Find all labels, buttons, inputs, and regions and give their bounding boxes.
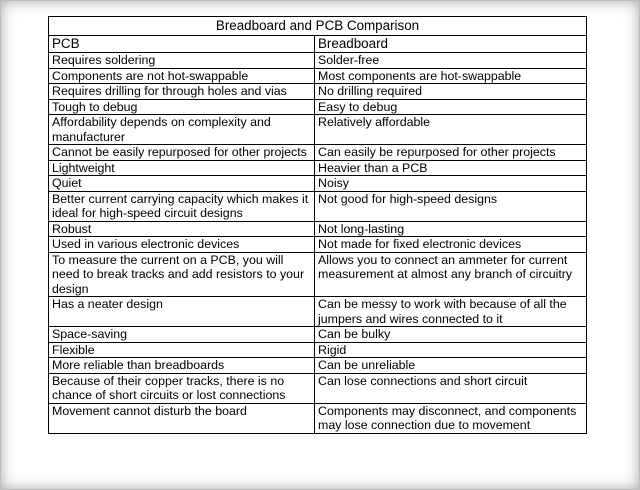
pcb-cell: Cannot be easily repurposed for other projects [49, 145, 315, 161]
table-row [49, 237, 587, 253]
pcb-cell: Flexible [49, 342, 315, 358]
breadboard-cell: Noisy [315, 176, 587, 192]
breadboard-cell: Relatively affordable [315, 115, 587, 145]
breadboard-cell: Most components are hot-swappable [315, 68, 587, 84]
pcb-cell: Requires soldering [49, 53, 315, 69]
pcb-cell: Tough to debug [49, 99, 315, 115]
pcb-cell: Because of their copper tracks, there is no chance of short circuits or lost connections [49, 373, 315, 403]
pcb-cell: Space-saving [49, 327, 315, 343]
breadboard-cell: Easy to debug [315, 99, 587, 115]
pcb-cell: Requires drilling for through holes and vias [49, 84, 315, 100]
breadboard-cell: Can lose connections and short circuit [315, 373, 587, 403]
table-row [49, 221, 587, 237]
pcb-cell: Movement cannot disturb the board [49, 403, 315, 433]
table-row [49, 68, 587, 84]
table-title: Breadboard and PCB Comparison [49, 17, 587, 36]
pcb-cell: Quiet [49, 176, 315, 192]
breadboard-cell: Can be messy to work with because of all the jumpers and wires connected to it [315, 297, 587, 327]
breadboard-cell: Heavier than a PCB [315, 160, 587, 176]
table-title-row [49, 17, 587, 36]
breadboard-cell: Allows you to connect an ammeter for current measurement at almost any branch of circuitry [315, 252, 587, 297]
pcb-cell: Used in various electronic devices [49, 237, 315, 253]
breadboard-cell: No drilling required [315, 84, 587, 100]
table-row [49, 176, 587, 192]
pcb-cell: Better current carrying capacity which makes it ideal for high-speed circuit designs [49, 191, 315, 221]
table-row [49, 327, 587, 343]
table-header-row [49, 36, 587, 53]
breadboard-cell: Can be bulky [315, 327, 587, 343]
table-row [49, 53, 587, 69]
breadboard-cell: Rigid [315, 342, 587, 358]
table-row [49, 252, 587, 297]
table-row [49, 99, 587, 115]
table-row [49, 160, 587, 176]
table-row [49, 358, 587, 374]
pcb-cell: Affordability depends on complexity and manufacturer [49, 115, 315, 145]
breadboard-cell: Not made for fixed electronic devices [315, 237, 587, 253]
table-row [49, 297, 587, 327]
column-header-pcb: PCB [49, 36, 315, 53]
breadboard-cell: Can easily be repurposed for other projects [315, 145, 587, 161]
pcb-cell: Has a neater design [49, 297, 315, 327]
pcb-cell: More reliable than breadboards [49, 358, 315, 374]
column-header-breadboard: Breadboard [315, 36, 587, 53]
pcb-cell: Components are not hot-swappable [49, 68, 315, 84]
breadboard-cell: Can be unreliable [315, 358, 587, 374]
table-row [49, 84, 587, 100]
pcb-cell: Robust [49, 221, 315, 237]
table-row [49, 403, 587, 433]
table-row [49, 115, 587, 145]
pcb-cell: Lightweight [49, 160, 315, 176]
table-row [49, 373, 587, 403]
breadboard-cell: Solder-free [315, 53, 587, 69]
breadboard-cell: Components may disconnect, and components may lose connection due to movement [315, 403, 587, 433]
table-row [49, 145, 587, 161]
table-row [49, 191, 587, 221]
comparison-table [48, 16, 587, 434]
table-row [49, 342, 587, 358]
pcb-cell: To measure the current on a PCB, you will need to break tracks and add resistors to your design [49, 252, 315, 297]
breadboard-cell: Not long-lasting [315, 221, 587, 237]
breadboard-cell: Not good for high-speed designs [315, 191, 587, 221]
